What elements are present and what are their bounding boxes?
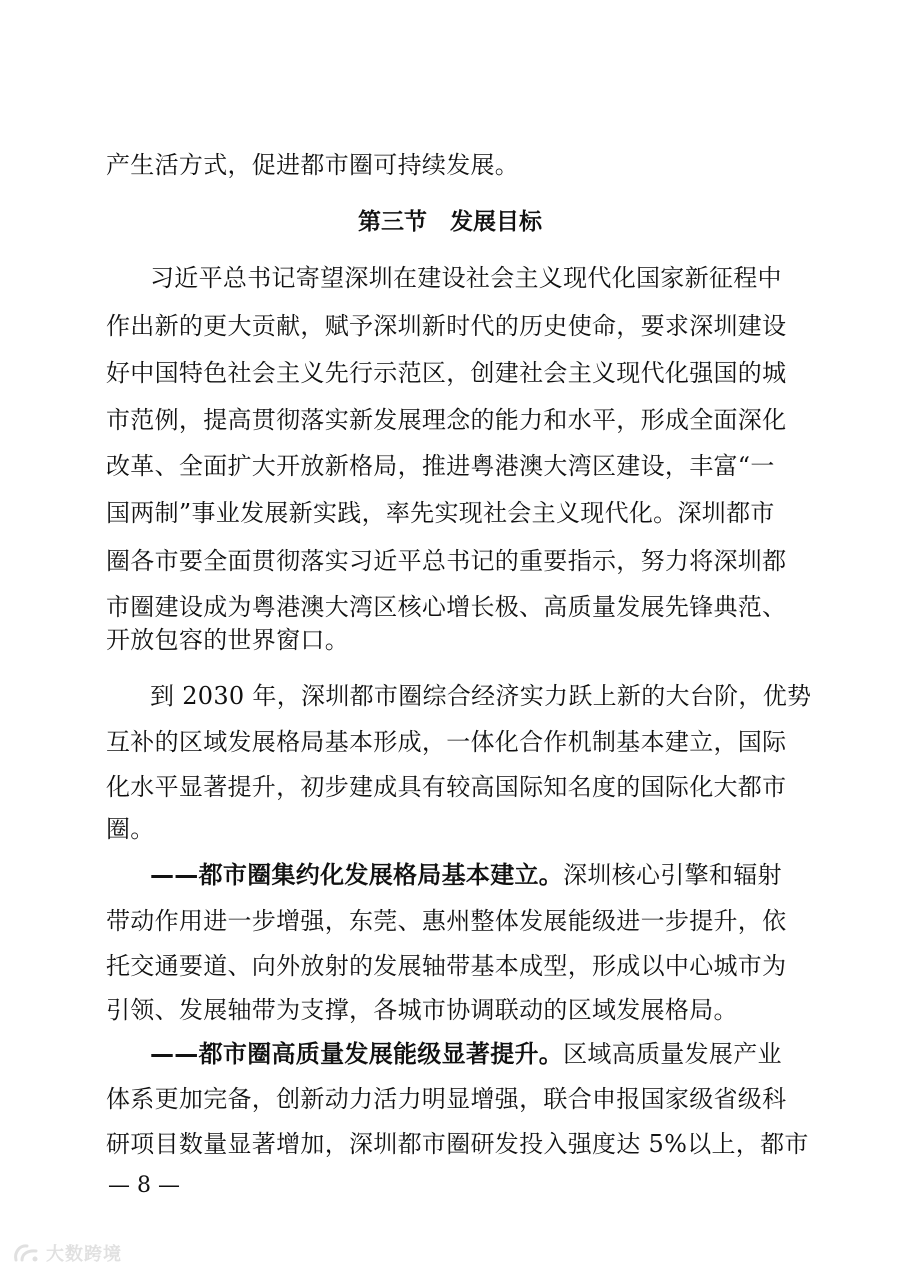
p3-first-rest: 深圳核心引擎和辐射	[563, 861, 782, 889]
p2-line: 圈。	[106, 815, 155, 843]
intro-line: 产生活方式，促进都市圈可持续发展。	[106, 151, 520, 179]
p2-line: 化水平显著提升，初步建成具有较高国际知名度的国际化大都市	[106, 773, 787, 801]
p1-line: 国两制”事业发展新实践，率先实现社会主义现代化。深圳都市	[106, 499, 775, 527]
p3-line: 带动作用进一步增强，东莞、惠州整体发展能级进一步提升，依	[106, 907, 787, 935]
watermark	[12, 1240, 122, 1266]
watermark-logo-icon	[12, 1242, 40, 1264]
p1-line: 圈各市要全面贯彻落实习近平总书记的重要指示，努力将深圳都	[106, 547, 787, 575]
p3-first-line	[150, 860, 782, 890]
p1-line: 改革、全面扩大开放新格局，推进粤港澳大湾区建设，丰富“一	[106, 452, 775, 480]
p1-line: 好中国特色社会主义先行示范区，创建社会主义现代化强国的城	[106, 359, 787, 387]
p1-line: 开放包容的世界窗口。	[106, 626, 349, 654]
p4-first-line	[150, 1039, 782, 1069]
p1-line: 习近平总书记寄望深圳在建设社会主义现代化国家新征程中	[150, 264, 782, 292]
p4-lead: ——都市圈高质量发展能级显著提升。	[150, 1040, 564, 1068]
p3-line: 托交通要道、向外放射的发展轴带基本成型，形成以中心城市为	[106, 952, 787, 980]
p4-line: 研项目数量显著增加，深圳都市圈研发投入强度达 5%以上，都市	[106, 1130, 809, 1158]
section-title: 第三节 发展目标	[358, 209, 542, 235]
p1-line: 市范例，提高贯彻落实新发展理念的能力和水平，形成全面深化	[106, 406, 787, 434]
p3-line: 引领、发展轴带为支撑，各城市协调联动的区域发展格局。	[106, 996, 738, 1024]
p1-line: 市圈建设成为粤港澳大湾区核心增长极、高质量发展先锋典范、	[106, 593, 787, 621]
p3-lead: ——都市圈集约化发展格局基本建立。	[150, 861, 564, 889]
p2-line: 到 2030 年，深圳都市圈综合经济实力跃上新的大台阶，优势	[150, 682, 812, 710]
page-number: — 8 —	[108, 1173, 180, 1198]
watermark-text: 大数跨境	[46, 1244, 122, 1265]
p4-first-rest: 区域高质量发展产业	[563, 1040, 782, 1068]
p1-line: 作出新的更大贡献，赋予深圳新时代的历史使命，要求深圳建设	[106, 312, 787, 340]
p4-line: 体系更加完备，创新动力活力明显增强，联合申报国家级省级科	[106, 1085, 787, 1113]
p2-line: 互补的区域发展格局基本形成，一体化合作机制基本建立，国际	[106, 728, 787, 756]
